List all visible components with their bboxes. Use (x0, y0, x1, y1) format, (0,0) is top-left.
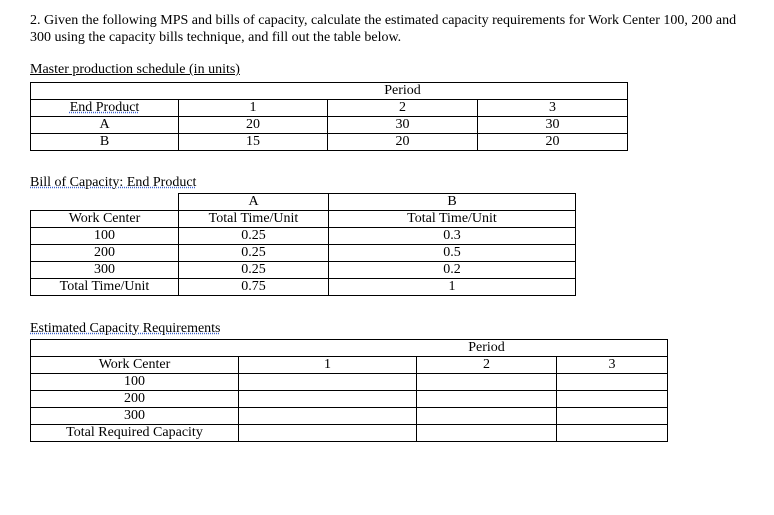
ecr-cell[interactable] (417, 374, 557, 391)
boc-cell: 0.25 (179, 262, 329, 279)
boc-cell: 0.5 (329, 245, 576, 262)
ecr-header-period-1: 1 (239, 357, 417, 374)
mps-cell: 20 (328, 134, 478, 151)
ecr-cell[interactable] (417, 425, 557, 442)
mps-header-row (31, 100, 628, 117)
ecr-header-work-center: Work Center (31, 357, 239, 374)
ecr-table (30, 339, 668, 442)
ecr-work-center: 100 (31, 374, 239, 391)
ecr-cell[interactable] (239, 391, 417, 408)
boc-header-time-b: Total Time/Unit (329, 211, 576, 228)
ecr-caption: Estimated Capacity Requirements (30, 321, 221, 336)
mps-cell: 15 (179, 134, 328, 151)
boc-work-center: 300 (31, 262, 179, 279)
boc-cell: 0.3 (329, 228, 576, 245)
ecr-cell[interactable] (239, 408, 417, 425)
mps-product-b: B (31, 134, 179, 151)
table-row (31, 262, 576, 279)
ecr-cell[interactable] (239, 425, 417, 442)
boc-work-center: 200 (31, 245, 179, 262)
table-row (31, 117, 628, 134)
boc-header-time-a: Total Time/Unit (179, 211, 329, 228)
boc-cell: 0.25 (179, 245, 329, 262)
boc-product-a-header: A (179, 194, 329, 211)
question-text: 2. Given the following MPS and bills of capacity, calculate the estimated capacity requirements for Work Center 100, 200 and 300 using the capacity bills technique, and fill out the table below. (30, 13, 737, 45)
mps-header-period-3: 3 (478, 100, 628, 117)
boc-cell: 0.75 (179, 279, 329, 296)
table-row (31, 245, 576, 262)
ecr-work-center: 200 (31, 391, 239, 408)
mps-header-end-product: End Product (69, 100, 140, 115)
boc-total-label: Total Time/Unit (31, 279, 179, 296)
ecr-header-row (31, 357, 668, 374)
boc-cell: 1 (329, 279, 576, 296)
ecr-cell[interactable] (557, 408, 668, 425)
boc-caption: Bill of Capacity: End Product (30, 175, 197, 190)
ecr-header-period-2: 2 (417, 357, 557, 374)
table-row (31, 425, 668, 442)
mps-cell: 30 (328, 117, 478, 134)
mps-header-period-1: 1 (179, 100, 328, 117)
boc-product-b-header: B (329, 194, 576, 211)
ecr-cell[interactable] (557, 374, 668, 391)
ecr-total-label: Total Required Capacity (31, 425, 239, 442)
ecr-cell[interactable] (239, 374, 417, 391)
ecr-period-label: Period (417, 340, 557, 357)
ecr-cell[interactable] (557, 391, 668, 408)
mps-caption: Master production schedule (in units) (30, 62, 240, 77)
table-row (31, 228, 576, 245)
ecr-cell[interactable] (557, 425, 668, 442)
mps-product-a: A (31, 117, 179, 134)
table-row (31, 134, 628, 151)
mps-cell: 20 (179, 117, 328, 134)
ecr-cell[interactable] (417, 408, 557, 425)
boc-cell: 0.2 (329, 262, 576, 279)
mps-cell: 30 (478, 117, 628, 134)
boc-work-center: 100 (31, 228, 179, 245)
boc-cell: 0.25 (179, 228, 329, 245)
table-row (31, 374, 668, 391)
mps-cell: 20 (478, 134, 628, 151)
table-row (31, 391, 668, 408)
boc-header-row (31, 211, 576, 228)
ecr-header-period-3: 3 (557, 357, 668, 374)
mps-table (30, 82, 628, 151)
boc-table (30, 193, 576, 296)
mps-header-period-2: 2 (328, 100, 478, 117)
table-row (31, 408, 668, 425)
ecr-work-center: 300 (31, 408, 239, 425)
boc-header-work-center: Work Center (31, 211, 179, 228)
table-row (31, 279, 576, 296)
mps-period-label: Period (328, 83, 478, 100)
ecr-cell[interactable] (417, 391, 557, 408)
